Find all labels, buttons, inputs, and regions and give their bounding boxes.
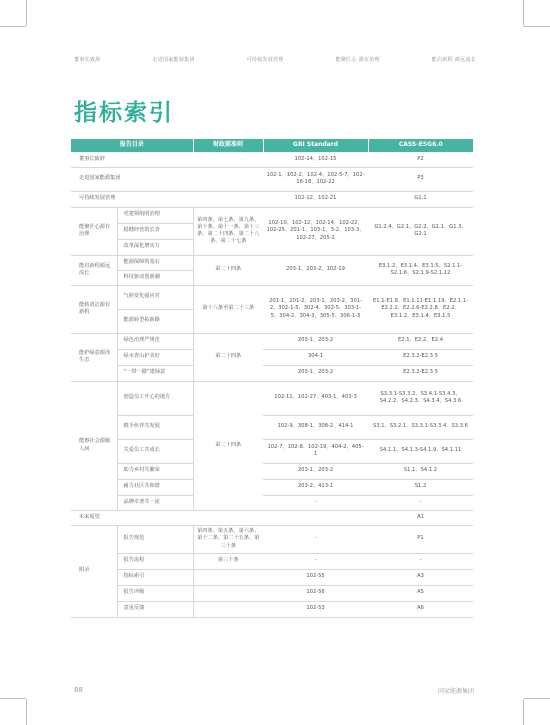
crop-mark bbox=[523, 0, 524, 26]
category-cell: 走进国家能源集团 bbox=[71, 167, 193, 191]
nav-item[interactable]: 能聚匠心 源在治理 bbox=[335, 57, 380, 63]
gri-cell: 102-53 bbox=[263, 601, 368, 617]
subsection-cell: 气候变化强应对 bbox=[117, 285, 193, 309]
cass-cell: E2.1、E2.2、E2.4 bbox=[368, 333, 473, 349]
subsection-cell: 耐力社区共和谐 bbox=[117, 479, 193, 495]
footer-org: 国家能源集团 bbox=[437, 688, 474, 695]
table-row bbox=[71, 285, 473, 309]
mof-cell bbox=[193, 191, 263, 207]
mof-cell: 第二十四条 bbox=[193, 333, 263, 381]
subsection-cell: 关爱员工共成长 bbox=[117, 439, 193, 463]
subsection-cell: “一带一路”建绿意 bbox=[117, 365, 193, 381]
category-cell: 可持续发展管理 bbox=[71, 191, 193, 207]
subsection-cell: 报告规范 bbox=[117, 525, 193, 553]
cass-cell: P3 bbox=[368, 167, 473, 191]
table-row bbox=[71, 191, 473, 207]
table-row bbox=[71, 152, 473, 167]
category-cell: 董事长致辞 bbox=[71, 152, 193, 167]
gri-cell: 102-56 bbox=[263, 585, 368, 601]
subsection-cell: 创造员工开心的地方 bbox=[117, 381, 193, 415]
mof-cell: 第十八条至第二十三条 bbox=[193, 285, 263, 333]
mof-cell: 第四条、第五条、第六条、第十二条、第二十五条、第三十条 bbox=[193, 525, 263, 553]
category-cell: 能护绿意源泽生态 bbox=[71, 333, 117, 381]
gri-cell: 201-1、201-2、203-1、203-2、301-2、302-1-5、302-4、302-5、303-1-5、304-2、304-3、305-5、306-1-3 bbox=[263, 285, 368, 333]
header-cass-esg: CASS-ESG6.0 bbox=[368, 139, 473, 152]
table-row bbox=[71, 553, 473, 569]
table-row bbox=[71, 333, 473, 349]
gri-cell: 102-12、102-21 bbox=[263, 191, 368, 207]
table-row bbox=[71, 207, 473, 223]
cass-cell: P2 bbox=[368, 152, 473, 167]
cass-cell: S1.1、S4.1.2 bbox=[368, 463, 473, 479]
gri-cell: 102-7、102-8、102-19、404-2、405-1 bbox=[263, 439, 368, 463]
table-row bbox=[71, 381, 473, 415]
mof-cell: 第四条、第七条、第九条、第十条、第十一条、第十三条、第二十四条、第二十八条、第二十七条 bbox=[193, 207, 263, 255]
gri-cell: - bbox=[263, 525, 368, 553]
crop-mark bbox=[523, 699, 524, 725]
category-cell: 附录 bbox=[71, 525, 117, 617]
gri-cell bbox=[263, 510, 368, 525]
cass-cell: S3.1、S3.2.1、S3.3.1-S3.3.4、S3.3.6 bbox=[368, 415, 473, 439]
cass-cell: A6 bbox=[368, 601, 473, 617]
category-cell: 能惠社会源履人间 bbox=[71, 381, 117, 510]
subsection-cell: 党建领航明治理 bbox=[117, 207, 193, 223]
cass-cell: S3.3.1-S3.3.2、S3.4.1-S3.4.3、S4.2.2、S4.2.3、S4.3.4、S4.3.6 bbox=[368, 381, 473, 415]
subsection-cell: 指标索引 bbox=[117, 569, 193, 585]
table-row bbox=[71, 601, 473, 617]
table-header-row bbox=[71, 139, 473, 152]
cass-cell: S1.2 bbox=[368, 479, 473, 495]
gri-cell: 304-1 bbox=[263, 349, 368, 365]
table-row bbox=[71, 510, 473, 525]
subsection-cell: 品牌卓著共一流 bbox=[117, 495, 193, 510]
cass-cell: G1.1 bbox=[368, 191, 473, 207]
mof-cell: 第二十四条 bbox=[193, 381, 263, 510]
cass-cell: E2.3.2-E2.3.5 bbox=[368, 349, 473, 365]
mof-cell bbox=[193, 601, 263, 617]
mof-cell bbox=[193, 585, 263, 601]
category-cell: 能聚匠心源在治理 bbox=[71, 207, 117, 255]
nav-item[interactable]: 走进国家能源集团 bbox=[152, 57, 195, 63]
table-row bbox=[71, 415, 473, 439]
header-mof-guideline: 财政部准则 bbox=[193, 139, 263, 152]
table-row bbox=[71, 569, 473, 585]
table-row bbox=[71, 463, 473, 479]
gri-cell: 102-11、102-27、403-1、403-3 bbox=[263, 381, 368, 415]
subsection-cell: 能源转型拓新路 bbox=[117, 309, 193, 333]
mof-cell bbox=[193, 569, 263, 585]
section-nav bbox=[74, 56, 476, 63]
cass-cell: A3 bbox=[368, 569, 473, 585]
table-row bbox=[71, 495, 473, 510]
subsection-cell: 稳健经营筑长青 bbox=[117, 223, 193, 239]
index-table bbox=[71, 139, 473, 618]
cass-cell: E2.3.2-E2.3.5 bbox=[368, 365, 473, 381]
gri-cell: 102-9、308-1、308-2、414-1 bbox=[263, 415, 368, 439]
subsection-cell: 改革深化增实力 bbox=[117, 239, 193, 255]
cass-cell: S4.1.1、S4.1.3-S4.1.9、S4.1.11 bbox=[368, 439, 473, 463]
cass-cell: - bbox=[368, 553, 473, 569]
mof-cell bbox=[193, 510, 263, 525]
cass-cell: G1.2.4、G2.1、G2.2、G1.1、G1.3、G2.1 bbox=[368, 207, 473, 255]
cass-cell: P1 bbox=[368, 525, 473, 553]
gri-cell: - bbox=[263, 553, 368, 569]
cass-cell: E3.1.2、E3.1.4、E3.1.5、S2.1.1-S2.1.6、S2.1.9-S2.1.12 bbox=[368, 255, 473, 285]
mof-cell bbox=[193, 152, 263, 167]
crop-mark bbox=[524, 698, 550, 699]
crop-mark bbox=[524, 26, 550, 27]
cass-cell: A5 bbox=[368, 585, 473, 601]
mof-cell: 第三十条 bbox=[193, 553, 263, 569]
nav-item[interactable]: 可持续发展管理 bbox=[246, 57, 284, 63]
subsection-cell: 能源保障筑基石 bbox=[117, 255, 193, 270]
subsection-cell: 助力乡村共繁荣 bbox=[117, 463, 193, 479]
crop-mark bbox=[26, 699, 27, 725]
nav-item[interactable]: 董事长致辞 bbox=[74, 57, 101, 63]
table-row bbox=[71, 255, 473, 270]
page-title: 指标索引 bbox=[74, 100, 174, 126]
gri-cell: 102-55 bbox=[263, 569, 368, 585]
cass-cell: - bbox=[368, 495, 473, 510]
gri-cell: 203-1、203-2 bbox=[263, 365, 368, 381]
table-row bbox=[71, 479, 473, 495]
nav-item[interactable]: 能启新程 源远流长 bbox=[431, 57, 476, 63]
table-row bbox=[71, 349, 473, 365]
subsection-cell: 绿色治理严规范 bbox=[117, 333, 193, 349]
cass-cell: A1 bbox=[368, 510, 473, 525]
gri-cell: 102-10、102-12、102-14、102-22、102-25、201-1、103-1、3-2、103-3、102-27、205-2 bbox=[263, 207, 368, 255]
gri-cell: 203-1、203-2 bbox=[263, 463, 368, 479]
table-row bbox=[71, 439, 473, 463]
subsection-cell: 报告流程 bbox=[117, 553, 193, 569]
mof-cell bbox=[193, 167, 263, 191]
gri-cell: - bbox=[263, 495, 368, 510]
category-cell: 未来展望 bbox=[71, 510, 193, 525]
subsection-cell: 报告评级 bbox=[117, 585, 193, 601]
table-row bbox=[71, 167, 473, 191]
gri-cell: 102-14、102-15 bbox=[263, 152, 368, 167]
category-cell: 能启新程源远流长 bbox=[71, 255, 117, 285]
mof-cell: 第二十四条 bbox=[193, 255, 263, 285]
gri-cell: 203-1、203-2、102-19 bbox=[263, 255, 368, 285]
table-row bbox=[71, 525, 473, 553]
subsection-cell: 绿水青山护美好 bbox=[117, 349, 193, 365]
header-gri-standard: GRI Standard bbox=[263, 139, 368, 152]
subsection-cell: 携手伙伴共发展 bbox=[117, 415, 193, 439]
gri-cell: 102-1、102-2、102-4、102-5-7、102-16-18、102-22 bbox=[263, 167, 368, 191]
crop-mark bbox=[0, 698, 26, 699]
page-number: 88 bbox=[74, 686, 83, 694]
table-row bbox=[71, 585, 473, 601]
cass-cell: E1.1-E1.8、E1.1.11-E1.1.19、E2.1.1-E2.2.2、E2.2.6-E2.2.8、E2.2、E3.1.2、E3.1.4、E3.1.5 bbox=[368, 285, 473, 333]
gri-cell: 203-1、203-2 bbox=[263, 333, 368, 349]
gri-cell: 203-2、413-1 bbox=[263, 479, 368, 495]
crop-mark bbox=[26, 0, 27, 26]
category-cell: 能转清洁源有新机 bbox=[71, 285, 117, 333]
subsection-cell: 意见反馈 bbox=[117, 601, 193, 617]
table-row bbox=[71, 365, 473, 381]
header-report-directory: 报告目录 bbox=[71, 139, 193, 152]
subsection-cell: 科技驱动创新潮 bbox=[117, 270, 193, 285]
crop-mark bbox=[0, 26, 26, 27]
